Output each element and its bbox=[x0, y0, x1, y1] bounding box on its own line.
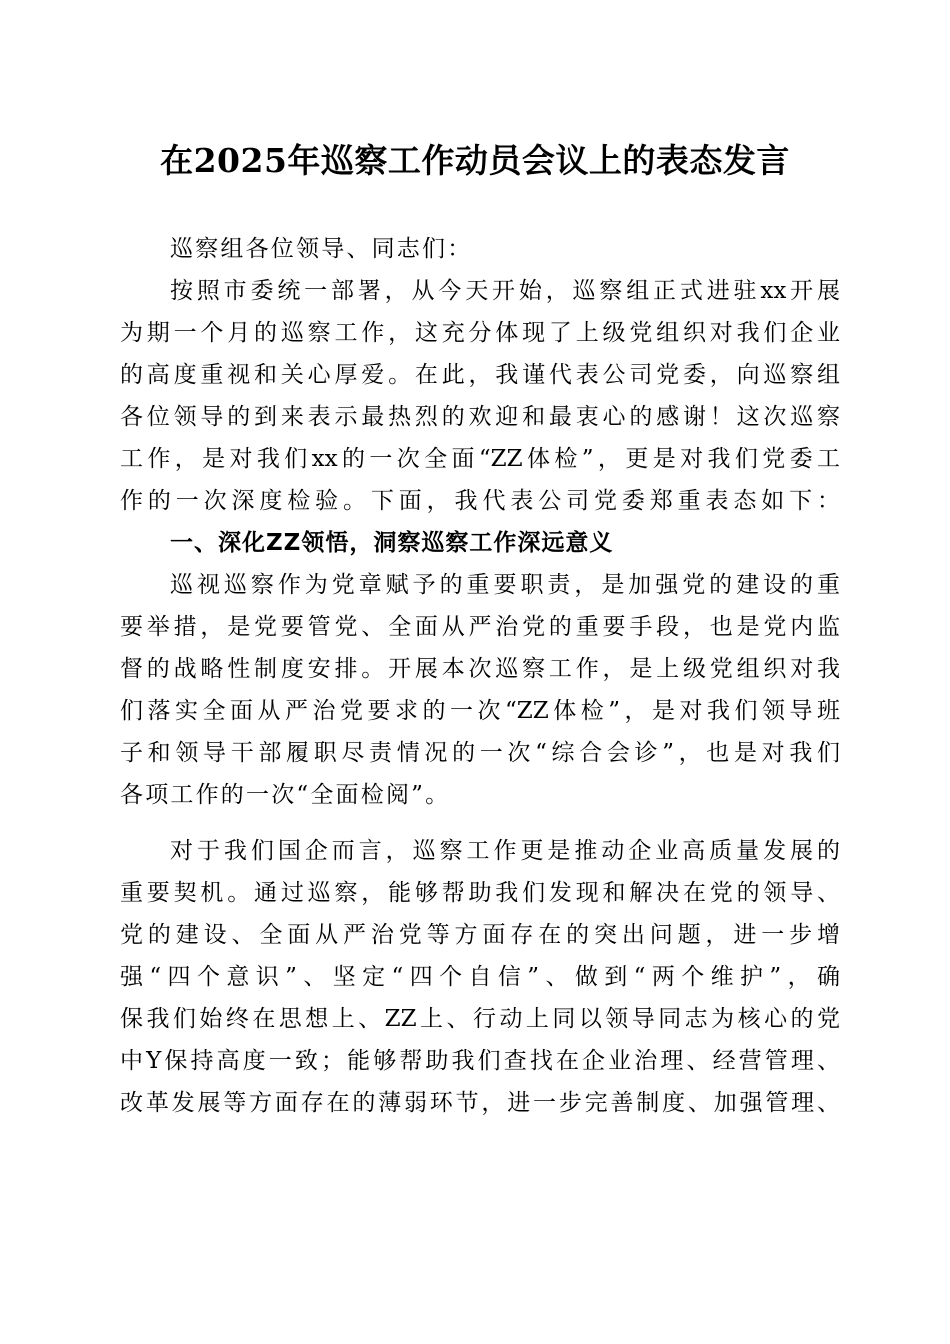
paragraph-2 bbox=[120, 564, 840, 816]
paragraph-line: 党的建设、全面从严治党等方面存在的突出问题，进一步增 bbox=[120, 922, 840, 948]
paragraph-line: 按照市委统一部署，从今天开始，巡察组正式进驻xx开展 bbox=[170, 278, 840, 304]
paragraph-gap bbox=[120, 816, 840, 830]
paragraph-line: 巡视巡察作为党章赋予的重要职责，是加强党的建设的重 bbox=[170, 572, 840, 598]
paragraph-line: 强“四个意识”、坚定“四个自信”、做到“两个维护”，确 bbox=[120, 964, 840, 990]
paragraph-3 bbox=[120, 830, 840, 1124]
paragraph-line: 重要契机。通过巡察，能够帮助我们发现和解决在党的领导、 bbox=[120, 880, 840, 906]
document-title: 在2025年巡察工作动员会议上的表态发言 bbox=[160, 141, 790, 180]
document-body bbox=[120, 228, 840, 1124]
paragraph-line: 对于我们国企而言，巡察工作更是推动企业高质量发展的 bbox=[170, 838, 840, 864]
paragraph-line: 保我们始终在思想上、ZZ上、行动上同以领导同志为核心的党 bbox=[120, 1006, 840, 1032]
paragraph-line: 中Y保持高度一致；能够帮助我们查找在企业治理、经营管理、 bbox=[120, 1048, 840, 1074]
paragraph-line: 的高度重视和关心厚爱。在此，我谨代表公司党委，向巡察组 bbox=[120, 362, 840, 388]
paragraph-1 bbox=[120, 270, 840, 522]
paragraph-line: 各位领导的到来表示最热烈的欢迎和最衷心的感谢！这次巡察 bbox=[120, 404, 840, 430]
paragraph-line: 改革发展等方面存在的薄弱环节，进一步完善制度、加强管理、 bbox=[120, 1090, 840, 1116]
paragraph-line: 要举措，是党要管党、全面从严治党的重要手段，也是党内监 bbox=[120, 614, 840, 640]
paragraph-line: 们落实全面从严治党要求的一次“ZZ体检”，是对我们领导班 bbox=[120, 698, 840, 724]
section-heading: 一、深化ZZ领悟，洞察巡察工作深远意义 bbox=[170, 530, 614, 556]
paragraph-line: 各项工作的一次“全面检阅”。 bbox=[120, 782, 451, 808]
salutation: 巡察组各位领导、同志们： bbox=[170, 236, 473, 262]
paragraph-line: 作的一次深度检验。下面，我代表公司党委郑重表态如下： bbox=[120, 488, 840, 514]
paragraph-line: 为期一个月的巡察工作，这充分体现了上级党组织对我们企业 bbox=[120, 320, 840, 346]
paragraph-line: 工作，是对我们xx的一次全面“ZZ体检”，更是对我们党委工 bbox=[120, 446, 840, 472]
paragraph-line: 子和领导干部履职尽责情况的一次“综合会诊”，也是对我们 bbox=[120, 740, 840, 766]
paragraph-line: 督的战略性制度安排。开展本次巡察工作，是上级党组织对我 bbox=[120, 656, 840, 682]
